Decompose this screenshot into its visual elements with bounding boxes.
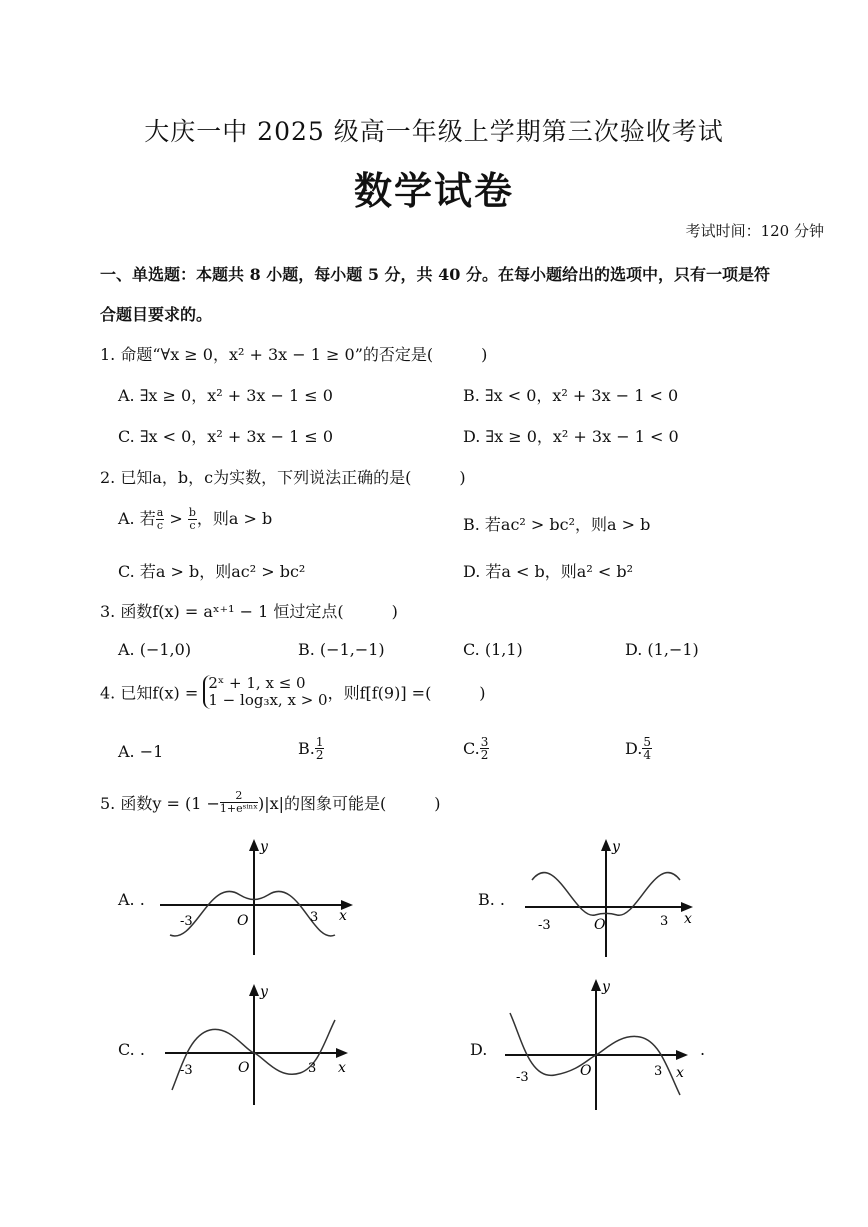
question-1-option-c: C. ∃x < 0，x² + 3x − 1 ≤ 0 [118, 427, 334, 446]
exam-title: 大庆一中 2025 级高一年级上学期第三次验收考试 [144, 117, 724, 146]
question-2-option-c: C. 若a > b，则ac² > bc² [118, 562, 306, 581]
axis-y-label: y [260, 984, 268, 1000]
exam-time: 考试时间：120 分钟 [685, 222, 824, 240]
question-3-option-a: A. (−1,0) [118, 640, 192, 659]
question-5-option-d-label: D. [470, 1040, 488, 1059]
section-heading-line1: 一、单选题：本题共 8 小题，每小题 5 分，共 40 分。在每小题给出的选项中，只有一项是符 [100, 265, 770, 284]
question-1-option-b: B. ∃x < 0，x² + 3x − 1 < 0 [463, 386, 679, 405]
tick-pos: 3 [654, 1064, 663, 1079]
question-3-option-c: C. (1,1) [463, 640, 523, 659]
question-1-option-a: A. ∃x ≥ 0，x² + 3x − 1 ≤ 0 [118, 386, 333, 405]
question-3-option-d: D. (1,−1) [625, 640, 699, 659]
question-3-stem: 3. 函数f(x) = aˣ⁺¹ − 1 恒过定点( ) [100, 602, 398, 621]
section-heading-line2: 合题目要求的。 [100, 305, 213, 324]
origin-label: O [594, 917, 606, 933]
tick-neg: -3 [180, 1063, 193, 1078]
question-4-option-a: A. −1 [118, 742, 164, 761]
question-3-option-b: B. (−1,−1) [298, 640, 385, 659]
question-5-option-d-suffix: . [700, 1040, 706, 1059]
question-4-option-b: B. $\frac{1}{2}$ [298, 735, 324, 762]
exam-subject: 数学试卷 [353, 168, 514, 213]
tick-pos: 3 [660, 914, 669, 929]
tick-pos: 3 [308, 1061, 317, 1076]
axis-x-label: x [684, 911, 692, 927]
question-1-stem: 1. 命题“∀x ≥ 0，x² + 3x − 1 ≥ 0”的否定是( ) [100, 345, 488, 364]
question-5-option-c-label: C. . [118, 1040, 145, 1059]
question-5-stem: 5. 函数y = (1 − $\frac{2}{\text{1+eˢⁱⁿˣ}}$ )|x|的图象可能是( ) [100, 789, 441, 815]
piecewise-brace: 2ˣ + 1, x ≤ 0 1 − log₃x, x > 0 [203, 675, 327, 709]
tick-neg: -3 [538, 918, 551, 933]
axis-y-label: y [602, 979, 610, 995]
axis-y-label: y [260, 839, 268, 855]
graph-option-a [155, 835, 370, 960]
question-4-stem: 4. 已知f(x) = 2ˣ + 1, x ≤ 0 1 − log₃x, x > 0 ，则f[f(9)] =( ) [100, 674, 486, 709]
question-5-option-a-label: A. . [118, 890, 145, 909]
graph-option-c [160, 980, 360, 1110]
tick-neg: -3 [180, 914, 193, 929]
axis-x-label: x [676, 1065, 684, 1081]
origin-label: O [237, 913, 249, 929]
question-2-option-a: A. 若 $\frac{a}{c}$ > $\frac{b}{c}$ ，则a > b [118, 506, 273, 532]
graph-option-d [500, 975, 700, 1115]
axis-x-label: x [339, 908, 347, 924]
question-1-option-d: D. ∃x ≥ 0，x² + 3x − 1 < 0 [463, 427, 679, 446]
tick-neg: -3 [516, 1070, 529, 1085]
axis-x-label: x [338, 1060, 346, 1076]
graph-option-b [520, 835, 705, 960]
question-4-option-d: D. $\frac{5}{4}$ [625, 735, 651, 762]
question-4-option-c: C. $\frac{3}{2}$ [463, 735, 489, 762]
origin-label: O [580, 1063, 592, 1079]
question-2-option-b: B. 若ac² > bc²，则a > b [463, 515, 651, 534]
tick-pos: 3 [310, 910, 319, 925]
question-2-stem: 2. 已知a，b，c为实数，下列说法正确的是( ) [100, 468, 466, 487]
question-2-option-d: D. 若a < b，则a² < b² [463, 562, 633, 581]
axis-y-label: y [612, 839, 620, 855]
origin-label: O [238, 1060, 250, 1076]
question-5-option-b-label: B. . [478, 890, 506, 909]
